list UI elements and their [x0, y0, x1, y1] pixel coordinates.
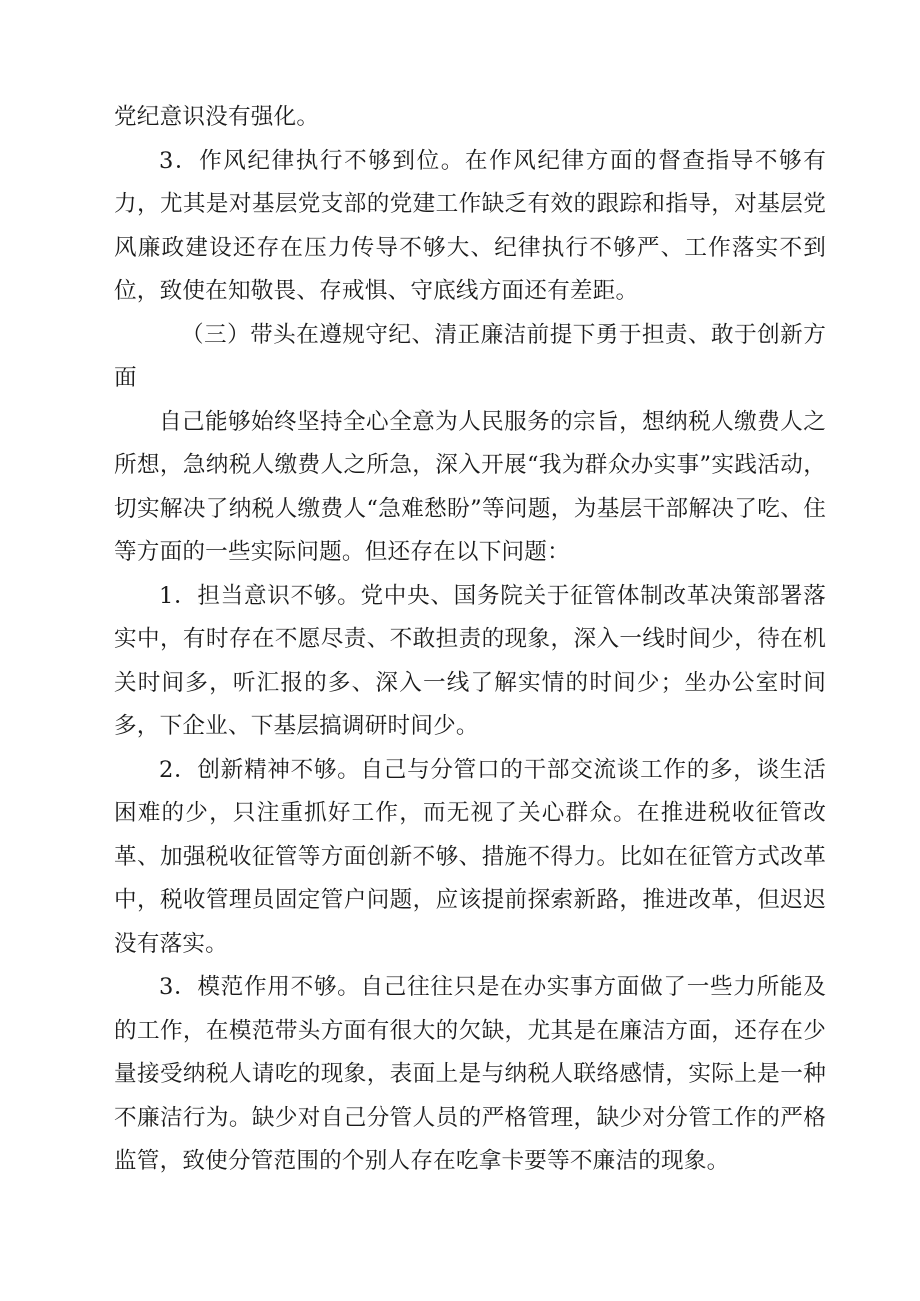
paragraph-item-3-exemplary: 3．模范作用不够。自己往往只是在办实事方面做了一些力所能及的工作，在模范带头方面有很大的欠缺，尤其是在廉洁方面，还存在少量接受纳税人请吃的现象，表面上是与纳税人联络感情，实际上是一种不廉洁行为。缺少对自己分管人员的严格管理，缺少对分管工作的严格监管，致使分管范围的个别人存在吃拿卡要等不廉洁的现象。: [114, 974, 826, 1174]
paragraph-item-3-discipline: 3．作风纪律执行不够到位。在作风纪律方面的督查指导不够有力，尤其是对基层党支部的党建工作缺乏有效的跟踪和指导，对基层党风廉政建设还存在压力传导不够大、纪律执行不够严、工作落实不到位，致使在知敬畏、存戒惧、守底线方面还有差距。: [114, 147, 826, 304]
section-heading-3: （三）带头在遵规守纪、清正廉洁前提下勇于担责、敢于创新方面: [114, 321, 826, 391]
paragraph-item-1-responsibility: 1．担当意识不够。党中央、国务院关于征管体制改革决策部署落实中，有时存在不愿尽责、不敢担责的现象，深入一线时间少，待在机关时间多，听汇报的多、深入一线了解实情的时间少；坐办公室时间多，下企业、下基层搞调研时间少。: [114, 582, 826, 739]
paragraph-intro: 自己能够始终坚持全心全意为人民服务的宗旨，想纳税人缴费人之所想，急纳税人缴费人之所急，深入开展“我为群众办实事”实践活动，切实解决了纳税人缴费人“急难愁盼”等问题，为基层干部解决了吃、住等方面的一些实际问题。但还存在以下问题：: [114, 408, 826, 565]
paragraph-continuation: 党纪意识没有强化。: [114, 104, 320, 130]
document-body: [114, 96, 826, 1184]
paragraph-item-2-innovation: 2．创新精神不够。自己与分管口的干部交流谈工作的多，谈生活困难的少，只注重抓好工作，而无视了关心群众。在推进税收征管改革、加强税收征管等方面创新不够、措施不得力。比如在征管方式改革中，税收管理员固定管户问题，应该提前探索新路，推进改革，但迟迟没有落实。: [114, 756, 826, 957]
